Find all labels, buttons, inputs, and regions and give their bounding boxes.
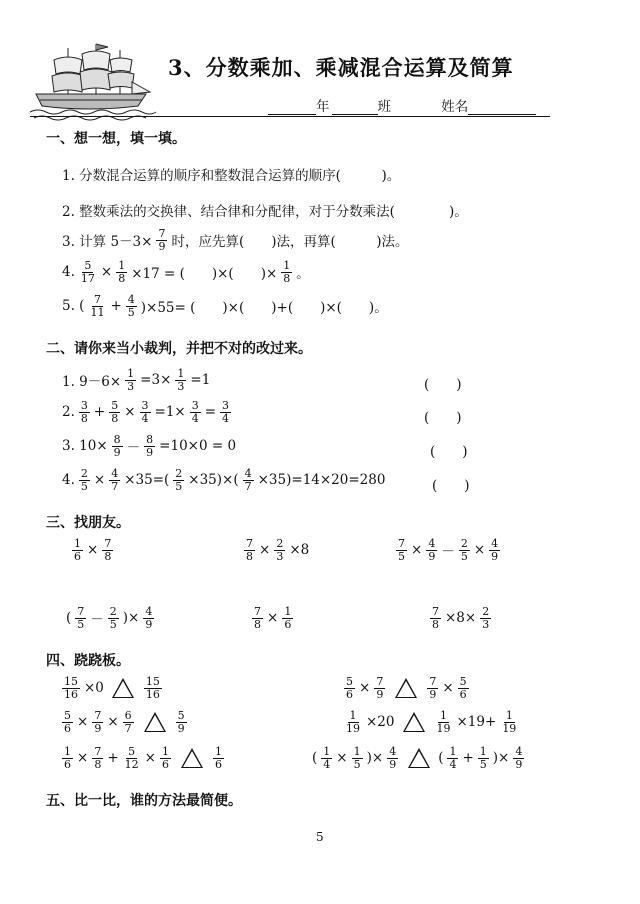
fraction [125, 368, 136, 392]
fraction [79, 400, 90, 424]
s1-question-4 [62, 260, 310, 284]
expression-text: 1. 9－6× [62, 374, 122, 391]
fraction-numerator: 4 [389, 745, 397, 758]
page-number: 5 [316, 830, 324, 844]
fraction-denominator: 4 [449, 757, 457, 771]
fraction-denominator: 19 [346, 721, 360, 735]
fraction-numerator: 8 [146, 433, 154, 446]
fraction-numerator: 7 [246, 537, 253, 550]
fraction-numerator: 7 [77, 605, 85, 618]
fraction-denominator: 9 [491, 549, 499, 563]
year-label: 年 [316, 99, 330, 115]
expression-text: 4. [62, 472, 75, 489]
expression-text: － [441, 544, 455, 561]
fraction-numerator: 7 [432, 605, 439, 618]
s3-item-r1c3[interactable] [394, 538, 502, 562]
fraction-denominator: 11 [90, 305, 105, 319]
fraction [435, 710, 453, 734]
fraction-numerator: 3 [191, 399, 199, 412]
fraction-numerator: 7 [94, 745, 102, 758]
s2-question-3 [62, 434, 236, 458]
name-blank [468, 100, 536, 115]
fraction-denominator: 3 [177, 379, 185, 393]
fraction-denominator: 9 [145, 617, 153, 631]
expression-text: 3. 10× [62, 438, 108, 455]
expression-text: × [144, 750, 156, 767]
fraction [123, 746, 141, 770]
fraction-denominator: 4 [141, 411, 149, 425]
fraction-denominator: 8 [254, 617, 261, 631]
fraction-denominator: 12 [124, 757, 139, 771]
expression-text: ( [312, 750, 318, 767]
fraction [426, 538, 437, 562]
fraction [176, 710, 187, 734]
fraction-denominator: 4 [191, 411, 199, 425]
expression-text: × [411, 542, 423, 559]
fraction [123, 710, 134, 734]
fraction [447, 746, 458, 770]
fraction-denominator: 6 [161, 757, 169, 771]
expression-text: =10×0 = 0 [159, 438, 237, 455]
triangle-compare-icon[interactable] [403, 712, 425, 732]
fraction-numerator: 1 [283, 259, 291, 272]
fraction [352, 746, 363, 770]
fraction-numerator: 4 [428, 537, 436, 550]
fraction-numerator: 1 [440, 709, 447, 722]
fraction-denominator: 5 [127, 305, 135, 319]
fraction-denominator: 7 [124, 721, 132, 735]
expression-text: ×8 [289, 542, 310, 559]
fraction [427, 676, 438, 700]
fraction [109, 468, 120, 492]
expression-text: × [77, 750, 89, 767]
fraction [143, 606, 154, 630]
section3-heading: 三、找朋友。 [46, 515, 130, 531]
fraction [109, 400, 120, 424]
expression-text: × [359, 680, 371, 697]
triangle-compare-icon[interactable] [395, 678, 417, 698]
fraction [140, 400, 151, 424]
fraction-denominator: 8 [432, 617, 439, 631]
fraction [252, 606, 263, 630]
fraction-denominator: 7 [244, 479, 252, 493]
fraction-denominator: 6 [346, 687, 353, 701]
fraction-numerator: 8 [113, 433, 121, 446]
fraction [144, 434, 155, 458]
fraction-numerator: 2 [276, 537, 284, 550]
fraction-numerator: 1 [284, 605, 292, 618]
expression-text: )× [366, 750, 384, 767]
fraction-numerator: 1 [64, 745, 71, 758]
fraction-denominator: 6 [74, 549, 81, 563]
fraction-numerator: 1 [479, 745, 487, 758]
fraction-numerator: 1 [323, 745, 331, 758]
expression-text: ×20 [366, 714, 395, 731]
fraction-numerator: 1 [505, 709, 513, 722]
fraction-numerator: 2 [109, 605, 117, 618]
fraction-denominator: 9 [429, 687, 437, 701]
fraction-numerator: 5 [346, 675, 353, 688]
fraction-numerator: 4 [145, 605, 153, 618]
fraction [458, 676, 469, 700]
section1-heading: 一、想一想，填一填。 [46, 131, 186, 147]
s4-left-2 [60, 710, 189, 734]
fraction [430, 606, 441, 630]
header-info-line [268, 95, 536, 115]
fraction-numerator: 2 [460, 537, 468, 550]
expression-text: ×35)×( [188, 472, 239, 489]
expression-text: ×19+ [456, 714, 497, 731]
expression-text: × [442, 680, 454, 697]
s2-question-1 [62, 368, 210, 392]
s1q3-fraction [156, 228, 167, 252]
triangle-compare-icon[interactable] [181, 748, 203, 768]
expression-text: ×35=( [124, 472, 170, 489]
fraction-numerator: 1 [127, 367, 135, 380]
expression-text: × [100, 264, 113, 281]
fraction-denominator: 8 [94, 757, 102, 771]
s3-item-r2c1[interactable] [66, 606, 156, 630]
fraction [220, 400, 231, 424]
fraction-denominator: 4 [222, 411, 230, 425]
triangle-compare-icon[interactable] [112, 678, 134, 698]
fraction-denominator: 9 [177, 721, 185, 735]
s4-left-1 [60, 676, 164, 700]
expression-text: － [90, 612, 104, 629]
fraction [79, 260, 97, 284]
fraction-numerator: 5 [128, 745, 136, 758]
fraction-denominator: 5 [460, 549, 468, 563]
fraction [108, 606, 119, 630]
fraction-denominator: 9 [146, 445, 154, 459]
fraction-denominator: 19 [436, 721, 451, 735]
fraction-denominator: 16 [145, 687, 160, 701]
fraction [116, 260, 127, 284]
fraction-numerator: 7 [104, 537, 112, 550]
expression-text: × [87, 542, 99, 559]
fraction [500, 710, 518, 734]
fraction-numerator: 1 [349, 709, 357, 722]
fraction [175, 368, 186, 392]
s1-question-5 [62, 294, 388, 318]
fraction [62, 710, 73, 734]
fraction [321, 746, 332, 770]
fraction-numerator: 7 [93, 293, 101, 306]
fraction-denominator: 5 [353, 757, 361, 771]
name-label: 姓名 [441, 99, 469, 115]
fraction [374, 676, 385, 700]
fraction-denominator: 5 [398, 549, 405, 563]
fraction-numerator: 1 [449, 745, 457, 758]
sailing-ship-illustration [28, 42, 158, 122]
fraction-denominator: 4 [323, 757, 331, 771]
fraction-denominator: 9 [515, 757, 523, 771]
fraction-numerator: 2 [482, 605, 490, 618]
expression-text: ( [438, 750, 444, 767]
fraction [75, 606, 86, 630]
expression-text: ×17 = ( )×( )× [131, 266, 278, 283]
fraction [88, 294, 106, 318]
fraction-numerator: 7 [254, 605, 261, 618]
s3-item-r2c3[interactable] [428, 606, 493, 630]
expression-text: =1× [154, 404, 186, 421]
expression-text: ×8× [445, 610, 477, 627]
fraction [213, 746, 224, 770]
fraction [79, 468, 90, 492]
expression-text: = [204, 404, 217, 421]
fraction-numerator: 3 [141, 399, 149, 412]
s4-right-2 [342, 710, 520, 734]
fraction-numerator: 15 [145, 675, 160, 688]
fraction [244, 538, 255, 562]
fraction-denominator: 6 [64, 757, 71, 771]
fraction-numerator: 5 [84, 259, 92, 272]
fraction [126, 294, 137, 318]
section4-heading: 四、跷跷板。 [46, 653, 130, 669]
fraction-denominator: 8 [246, 549, 253, 563]
expression-text: ×35)=14×20=280 [257, 472, 386, 489]
expression-text: × [336, 750, 348, 767]
expression-text: + [93, 404, 106, 421]
fraction-denominator: 8 [80, 411, 88, 425]
expression-text: + [110, 298, 122, 315]
expression-text: + [462, 750, 474, 767]
fraction-numerator: 1 [161, 745, 169, 758]
fraction [344, 676, 355, 700]
expression-text: × [124, 404, 136, 421]
fraction-numerator: 7 [398, 537, 405, 550]
fraction [62, 676, 80, 700]
s3-item-r1c1[interactable] [70, 538, 115, 562]
fraction-numerator: 1 [118, 259, 126, 272]
fraction-numerator: 5 [64, 709, 71, 722]
fraction-numerator: 4 [244, 467, 252, 480]
expression-text: × [267, 610, 279, 627]
section2-heading: 二、请你来当小裁判，并把不对的改过来。 [46, 341, 312, 357]
expression-text: ( [66, 610, 72, 627]
fraction [62, 746, 73, 770]
page-title: 3、分数乘加、乘减混合运算及简算 [168, 55, 514, 80]
fraction [274, 538, 285, 562]
expression-text: =3× [140, 372, 172, 389]
fraction-denominator: 5 [109, 617, 117, 631]
expression-text: 2. [62, 404, 75, 421]
expression-text: + [107, 750, 119, 767]
fraction-denominator: 5 [80, 479, 88, 493]
fraction-numerator: 2 [80, 467, 88, 480]
s2-judge-2[interactable]: ( ) [424, 410, 462, 426]
s3-item-r2c2[interactable] [250, 606, 295, 630]
fraction-denominator: 17 [80, 271, 95, 285]
s4-right-1 [342, 676, 471, 700]
fraction [459, 538, 470, 562]
expression-text: 4. [62, 264, 75, 281]
fraction-denominator: 9 [94, 721, 102, 735]
fraction-denominator: 7 [111, 479, 119, 493]
triangle-compare-icon[interactable] [408, 748, 430, 768]
fraction [344, 710, 362, 734]
fraction-denominator: 8 [283, 271, 291, 285]
fraction-numerator: 6 [124, 709, 132, 722]
s1q3-pre: 3. 计算 5－3× [62, 234, 153, 251]
fraction-numerator: 1 [177, 367, 185, 380]
expression-text: =1 [190, 372, 211, 389]
year-blank [268, 100, 316, 115]
fraction [489, 538, 500, 562]
fraction [513, 746, 524, 770]
fraction-numerator: 2 [175, 467, 183, 480]
fraction-denominator: 9 [113, 445, 121, 459]
fraction [387, 746, 398, 770]
fraction [480, 606, 491, 630]
fraction-denominator: 5 [479, 757, 487, 771]
fraction-numerator: 5 [177, 709, 185, 722]
fraction-denominator: 6 [214, 757, 222, 771]
s2-question-4 [62, 468, 385, 492]
fraction [190, 400, 201, 424]
fraction-numerator: 7 [94, 709, 102, 722]
expression-text: )×55= ( )×( )+( )×( )。 [140, 300, 388, 317]
fraction-denominator: 3 [482, 617, 490, 631]
fraction-denominator: 6 [64, 721, 71, 735]
expression-text: × [259, 542, 271, 559]
fraction-denominator: 19 [502, 721, 517, 735]
fraction-denominator: 8 [104, 549, 112, 563]
fraction-numerator: 4 [515, 745, 523, 758]
expression-text: )× [122, 610, 140, 627]
fraction-denominator: 16 [64, 687, 78, 701]
s4-right-3 [312, 746, 526, 770]
fraction-numerator: 4 [491, 537, 499, 550]
fraction [173, 468, 184, 492]
section5-heading: 五、比一比，谁的方法最简便。 [46, 793, 242, 809]
s1-question-3 [62, 228, 409, 252]
expression-text: × [473, 542, 486, 559]
fraction-denominator: 5 [77, 617, 85, 631]
fraction-denominator: 9 [389, 757, 397, 771]
fraction-numerator: 1 [353, 745, 361, 758]
fraction [396, 538, 407, 562]
fraction [102, 538, 113, 562]
fraction [92, 746, 103, 770]
fraction-numerator: 5 [111, 399, 119, 412]
fraction [72, 538, 83, 562]
fraction-numerator: 3 [222, 399, 230, 412]
fraction-numerator: 5 [459, 675, 467, 688]
triangle-compare-icon[interactable] [144, 712, 166, 732]
s4-left-3 [60, 746, 226, 770]
expression-text: － [126, 440, 141, 457]
fraction-denominator: 6 [459, 687, 467, 701]
fraction-numerator: 15 [64, 675, 78, 688]
fraction-numerator: 7 [158, 227, 166, 240]
fraction [243, 468, 254, 492]
fraction-denominator: 5 [175, 479, 183, 493]
fraction-numerator: 7 [376, 675, 384, 688]
header-rule [30, 116, 550, 117]
fraction [478, 746, 489, 770]
fraction [112, 434, 123, 458]
fraction-denominator: 3 [127, 379, 135, 393]
fraction-numerator: 4 [111, 467, 119, 480]
s1q3-post: 时，应先算( )法，再算( )法。 [171, 234, 409, 251]
fraction-numerator: 1 [214, 745, 222, 758]
s2-judge-4[interactable]: ( ) [432, 478, 470, 494]
fraction [160, 746, 171, 770]
expression-text: 5. ( [62, 298, 85, 315]
expression-text: )× [492, 750, 510, 767]
expression-text: × [107, 714, 119, 731]
s2-question-2 [62, 400, 233, 424]
fraction [282, 606, 293, 630]
fraction-numerator: 1 [74, 537, 81, 550]
fraction-numerator: 4 [127, 293, 135, 306]
fraction-denominator: 8 [118, 271, 126, 285]
fraction-denominator: 6 [284, 617, 292, 631]
fraction-denominator: 8 [111, 411, 119, 425]
fraction [281, 260, 292, 284]
expression-text: × [93, 472, 106, 489]
fraction-denominator: 9 [428, 549, 436, 563]
expression-text: ×0 [84, 680, 104, 697]
s2-judge-1[interactable]: ( ) [424, 377, 462, 393]
expression-text: 。 [296, 266, 310, 283]
fraction-denominator: 3 [276, 549, 284, 563]
s2-judge-3[interactable]: ( ) [430, 444, 468, 460]
s1-question-1: 1. 分数混合运算的顺序和整数混合运算的顺序( )。 [62, 168, 401, 184]
fraction-denominator: 9 [376, 687, 384, 701]
fraction-denominator: 9 [158, 239, 166, 253]
fraction [144, 676, 162, 700]
class-blank [332, 100, 378, 115]
fraction-numerator: 7 [429, 675, 437, 688]
s1-question-2: 2. 整数乘法的交换律、结合律和分配律，对于分数乘法( )。 [62, 204, 468, 220]
expression-text: × [77, 714, 89, 731]
class-label: 班 [377, 99, 391, 115]
fraction-numerator: 3 [80, 399, 88, 412]
s3-item-r1c2[interactable] [242, 538, 309, 562]
fraction [92, 710, 103, 734]
